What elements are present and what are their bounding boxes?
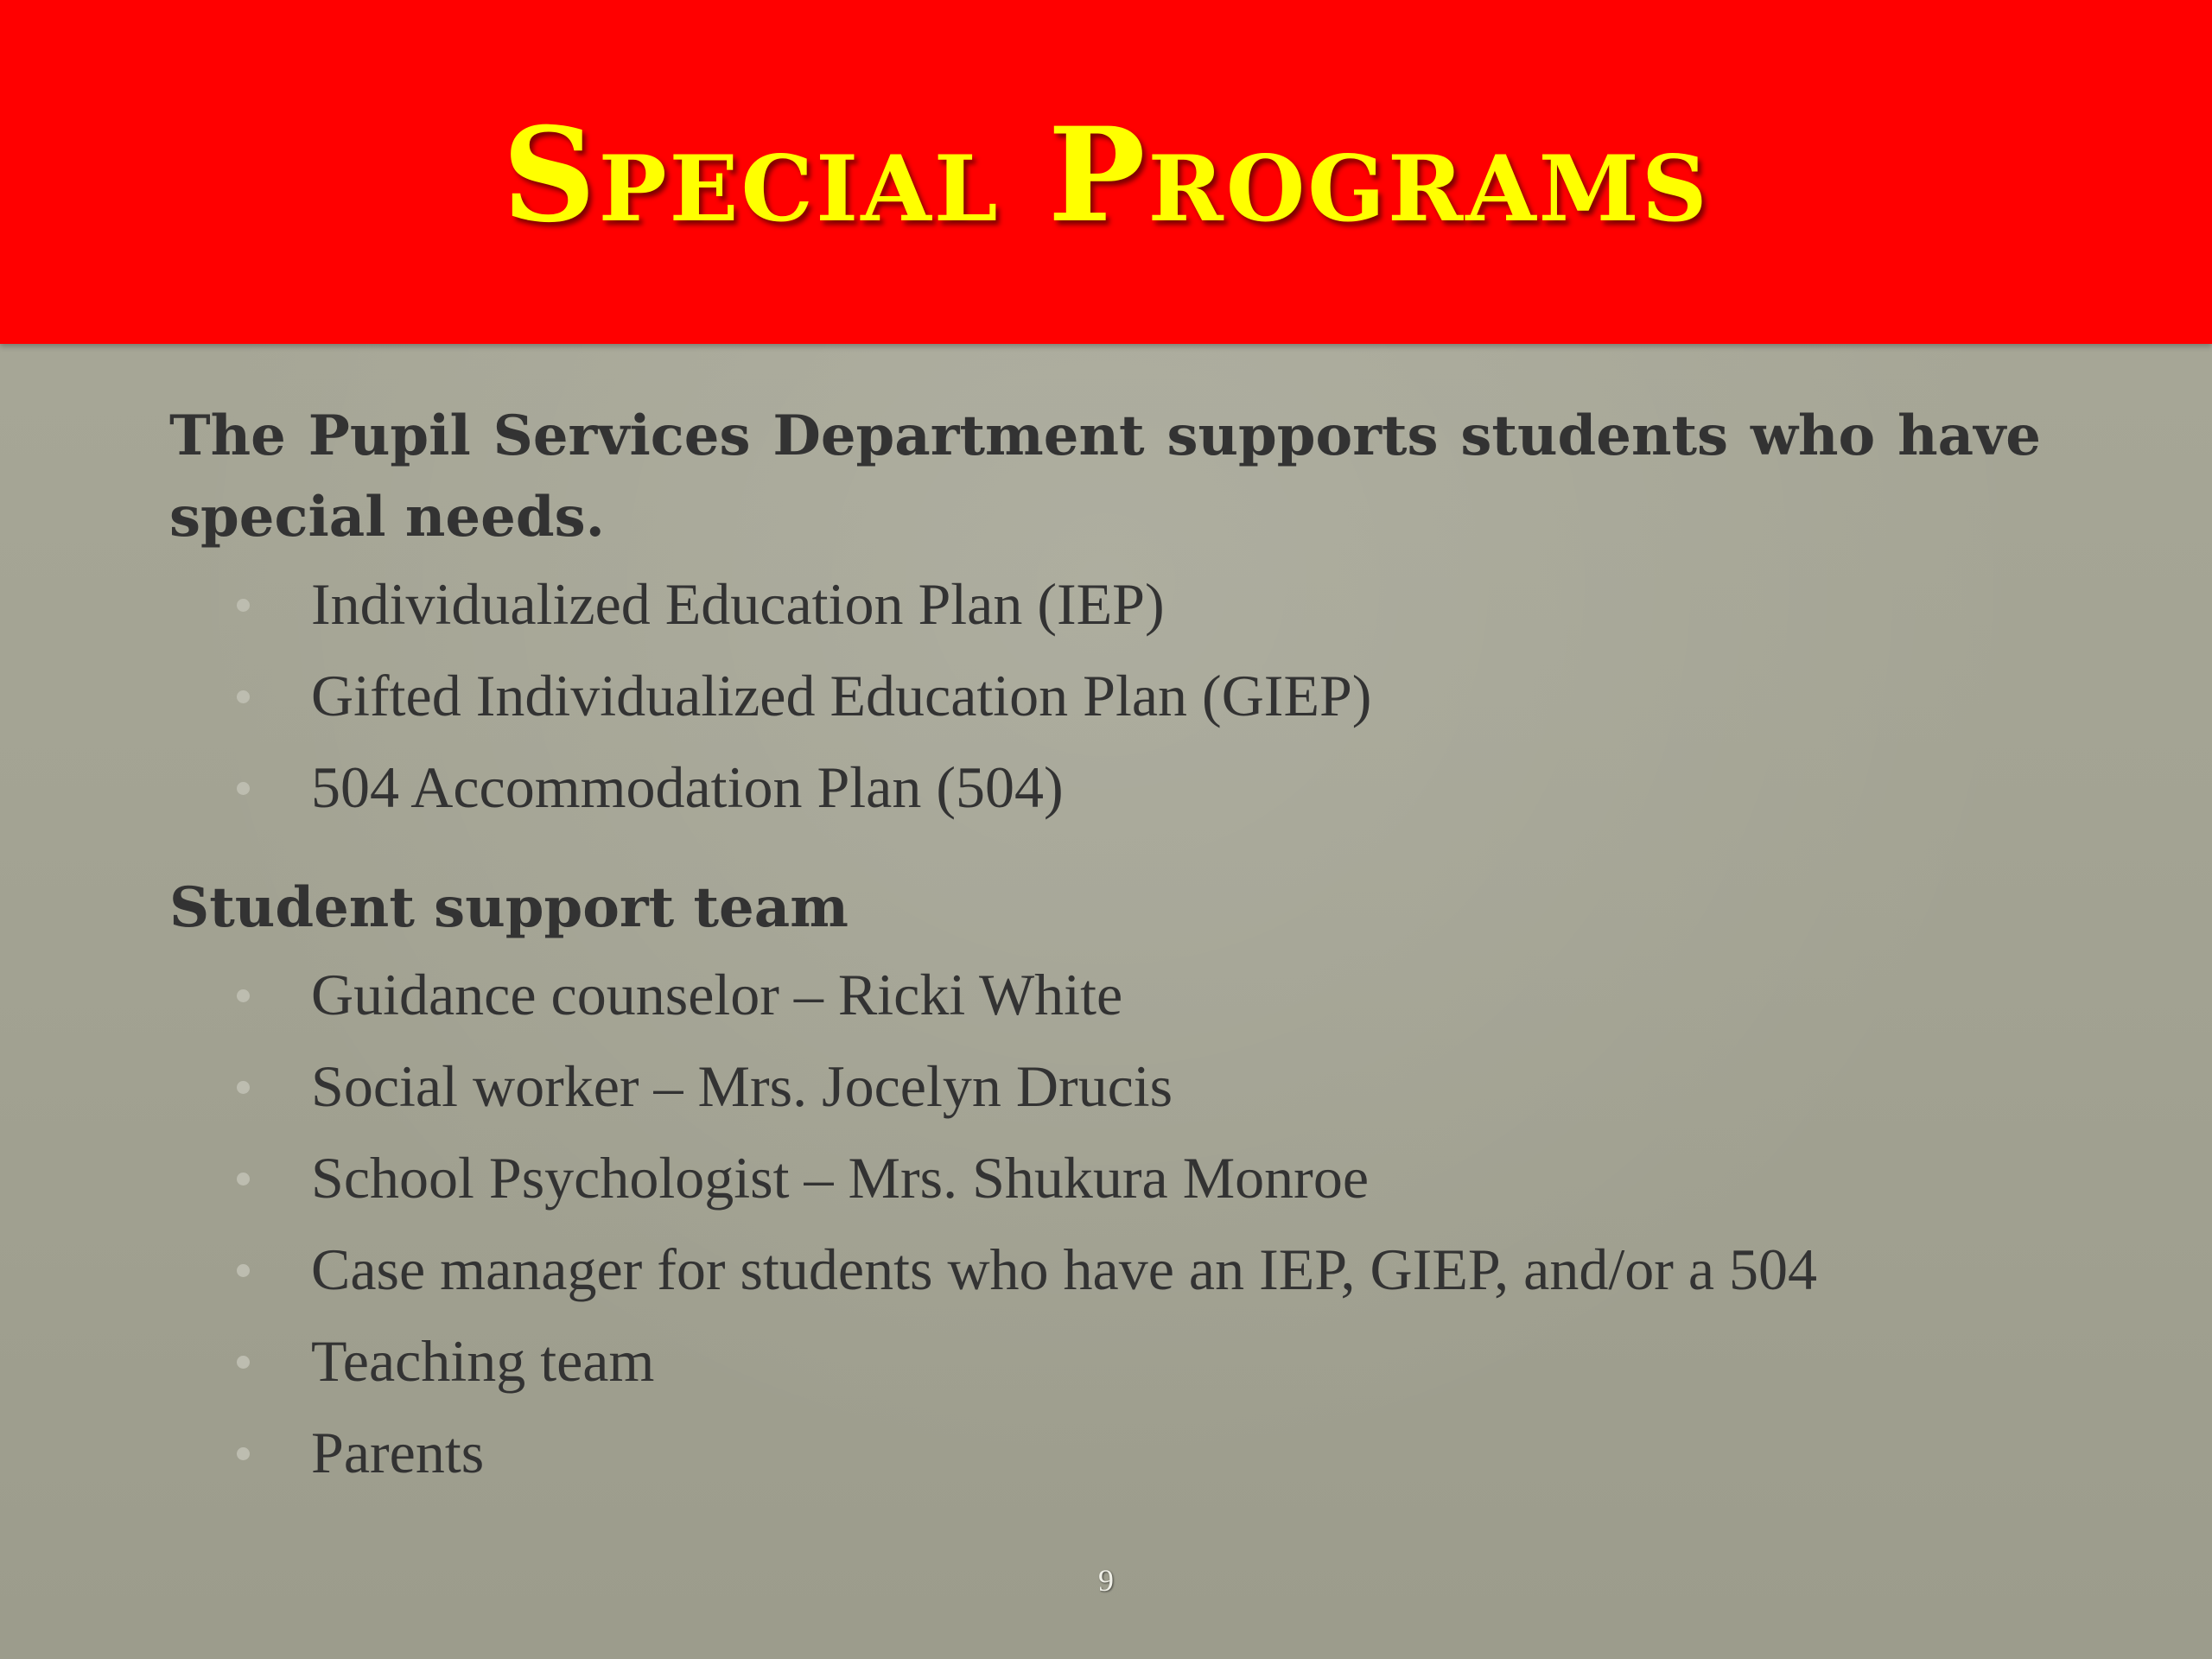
- list-item-text: Gifted Individualized Education Plan (GIEP): [311, 663, 1372, 728]
- intro-text: The Pupil Services Department supports students who have special needs.: [169, 404, 2041, 550]
- list-item: [169, 949, 2041, 1040]
- bullet-icon: [237, 1264, 250, 1277]
- list-item-text: 504 Accommodation Plan (504): [311, 754, 1064, 820]
- bullet-icon: [237, 1356, 250, 1369]
- bullet-icon: [237, 599, 250, 612]
- list-item: [169, 1132, 2041, 1224]
- plans-list: [169, 558, 2041, 833]
- bullet-icon: [237, 782, 250, 795]
- slide-title: Special Programs: [502, 99, 1710, 251]
- list-item-text: Case manager for students who have an IEP, GIEP, and/or a 504: [311, 1236, 1818, 1302]
- list-item: [169, 1407, 2041, 1498]
- title-band: [0, 0, 2212, 344]
- list-item-text: Guidance counselor – Ricki White: [311, 962, 1123, 1027]
- list-item: [169, 1040, 2041, 1132]
- list-item-text: Parents: [311, 1420, 485, 1485]
- bullet-icon: [237, 1173, 250, 1185]
- support-team-heading: Student support team: [169, 875, 849, 940]
- list-item: [169, 558, 2041, 650]
- list-item: [169, 1224, 2041, 1315]
- list-item-text: Individualized Education Plan (IEP): [311, 571, 1165, 637]
- list-item-text: School Psychologist – Mrs. Shukura Monroe: [311, 1145, 1369, 1211]
- bullet-icon: [237, 1081, 250, 1094]
- bullet-icon: [237, 989, 250, 1002]
- page-number: 9: [1098, 1563, 1114, 1598]
- list-item: [169, 741, 2041, 833]
- bullet-icon: [237, 1447, 250, 1460]
- list-item: [169, 650, 2041, 741]
- support-team-list: [169, 949, 2041, 1498]
- list-item-text: Teaching team: [311, 1328, 655, 1394]
- slide-content: [169, 396, 2041, 1498]
- list-item: [169, 1315, 2041, 1407]
- bullet-icon: [237, 690, 250, 703]
- list-item-text: Social worker – Mrs. Jocelyn Drucis: [311, 1053, 1173, 1119]
